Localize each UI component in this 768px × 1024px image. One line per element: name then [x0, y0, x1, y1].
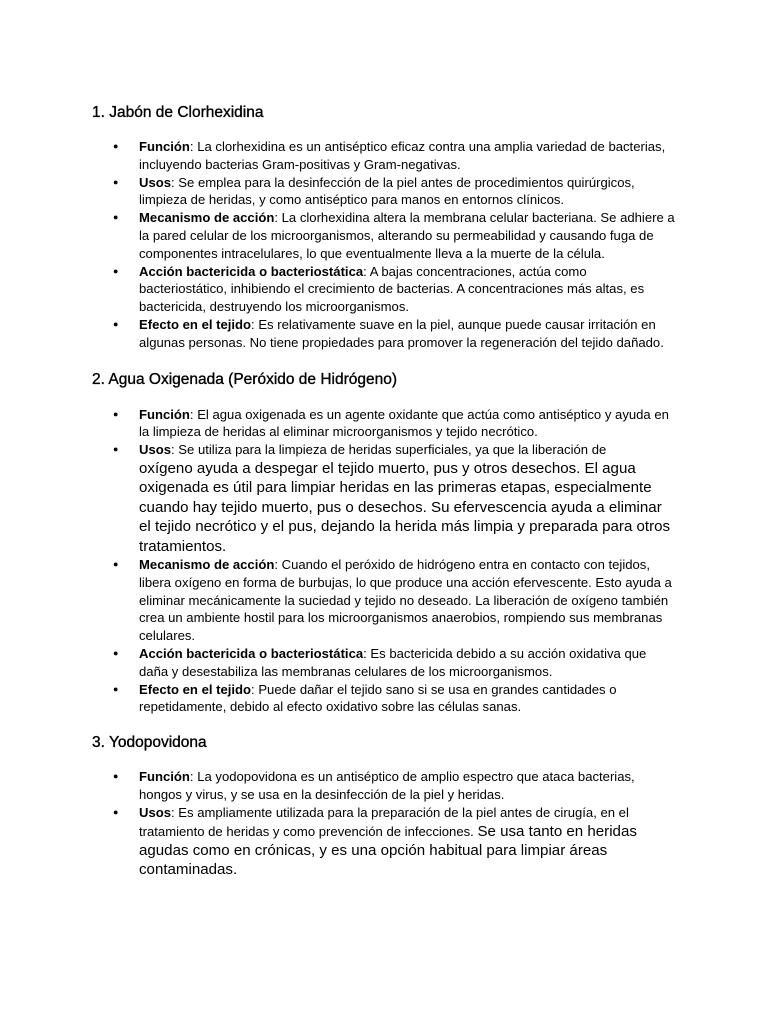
- item-text: : Se utiliza para la limpieza de heridas superficiales, ya que la liberación de: [171, 442, 607, 458]
- item-text: : Es bactericida debido a su acción oxidativa que daña y desestabiliza las membranas celulares de los microorganismos.: [139, 645, 647, 679]
- list-item: [92, 263, 676, 316]
- item-text: : La clorhexidina altera la membrana celular bacteriana. Se adhiere a la pared celular de los microorganismos, alterando su permeabilidad y causando fuga de componentes intracelulares, lo que eventualmente lleva a la muerte de la célula.: [139, 210, 675, 261]
- item-term: Efecto en el tejido: [139, 681, 252, 697]
- section-heading: 1. Jabón de Clorhexidina: [92, 104, 264, 121]
- list-item: [92, 174, 676, 210]
- list-item: [92, 441, 676, 556]
- bullet-list: [92, 406, 676, 717]
- item-term: Usos: [139, 442, 172, 458]
- bullet-list: [92, 138, 676, 352]
- item-text: : Es relativamente suave en la piel, aunque puede causar irritación en algunas personas. No tiene propiedades para promover la regeneración del tejido dañado.: [139, 316, 664, 350]
- item-text: : Puede dañar el tejido sano si se usa en grandes cantidades o repetidamente, debido al efecto oxidativo sobre las células sanas.: [139, 681, 617, 715]
- item-term: Acción bactericida o bacteriostática: [139, 263, 364, 279]
- item-text: : La clorhexidina es un antiséptico eficaz contra una amplia variedad de bacterias, incluyendo bacterias Gram-positivas y Gram-negativas.: [139, 139, 666, 172]
- document-page: [92, 102, 676, 880]
- item-term: Función: [139, 406, 190, 422]
- item-term: Usos: [139, 804, 172, 820]
- section-heading: 3. Yodopovidona: [92, 734, 207, 752]
- item-text: : Se emplea para la desinfección de la piel antes de procedimientos quirúrgicos, limpieza de heridas, y como antiséptico para manos en entornos clínicos.: [139, 174, 635, 208]
- item-text: : A bajas concentraciones, actúa como bacteriostático, inhibiendo el crecimiento de bacterias. A concentraciones más altas, es bactericida, destruyendo los microorganismos.: [139, 263, 645, 315]
- list-item: [92, 209, 676, 262]
- list-item: [92, 406, 676, 442]
- item-text: : El agua oxigenada es un agente oxidante que actúa como antiséptico y ayuda en la limpieza de heridas al eliminar microorganismos y tejido necrótico.: [139, 406, 669, 440]
- item-term: Usos: [139, 174, 172, 190]
- item-term: Función: [139, 769, 190, 785]
- item-term: Efecto en el tejido: [139, 316, 252, 332]
- item-term: Mecanismo de acción: [139, 556, 275, 572]
- list-item: [92, 645, 676, 681]
- section-heading: 2. Agua Oxigenada (Peróxido de Hidrógeno): [92, 370, 398, 388]
- item-term: Función: [139, 139, 190, 154]
- item-text: : Cuando el peróxido de hidrógeno entra en contacto con tejidos, libera oxígeno en forma de burbujas, lo que produce una acción efervescente. Esto ayuda a eliminar mecánicamente la suciedad y tejido no deseado. La liberación de oxígeno también crea un ambiente hostil para los microorganismos anaerobios, rompiendo sus membranas celulares.: [139, 556, 672, 644]
- list-item: [92, 316, 676, 352]
- item-term: Mecanismo de acción: [139, 210, 275, 226]
- item-text-large: Se usa tanto en heridas agudas como en crónicas, y es una opción habitual para limpiar áreas contaminadas.: [139, 822, 637, 879]
- item-term: Acción bactericida o bacteriostática: [139, 645, 364, 661]
- list-item: [92, 556, 676, 645]
- bullet-list: [92, 768, 676, 880]
- list-item: [92, 681, 676, 717]
- item-text: : La yodopovidona es un antiséptico de amplio espectro que ataca bacterias, hongos y virus, y se usa en la desinfección de la piel y heridas.: [139, 769, 635, 802]
- list-item: [92, 138, 676, 174]
- list-item: [92, 768, 676, 804]
- list-item: [92, 804, 676, 880]
- item-text-large: oxígeno ayuda a despegar el tejido muerto, pus y otros desechos. El agua oxigenada es útil para limpiar heridas en las primeras etapas, especialmente cuando hay tejido muerto, pus o desechos. Su efervescencia ayuda a eliminar el tejido necrótico y el pus, dejando la herida más limpia y preparada para otros tratamientos.: [139, 459, 671, 555]
- item-text: : Es ampliamente utilizada para la preparación de la piel antes de cirugía, en el tratamiento de heridas y como prevención de infecciones.: [139, 804, 629, 839]
